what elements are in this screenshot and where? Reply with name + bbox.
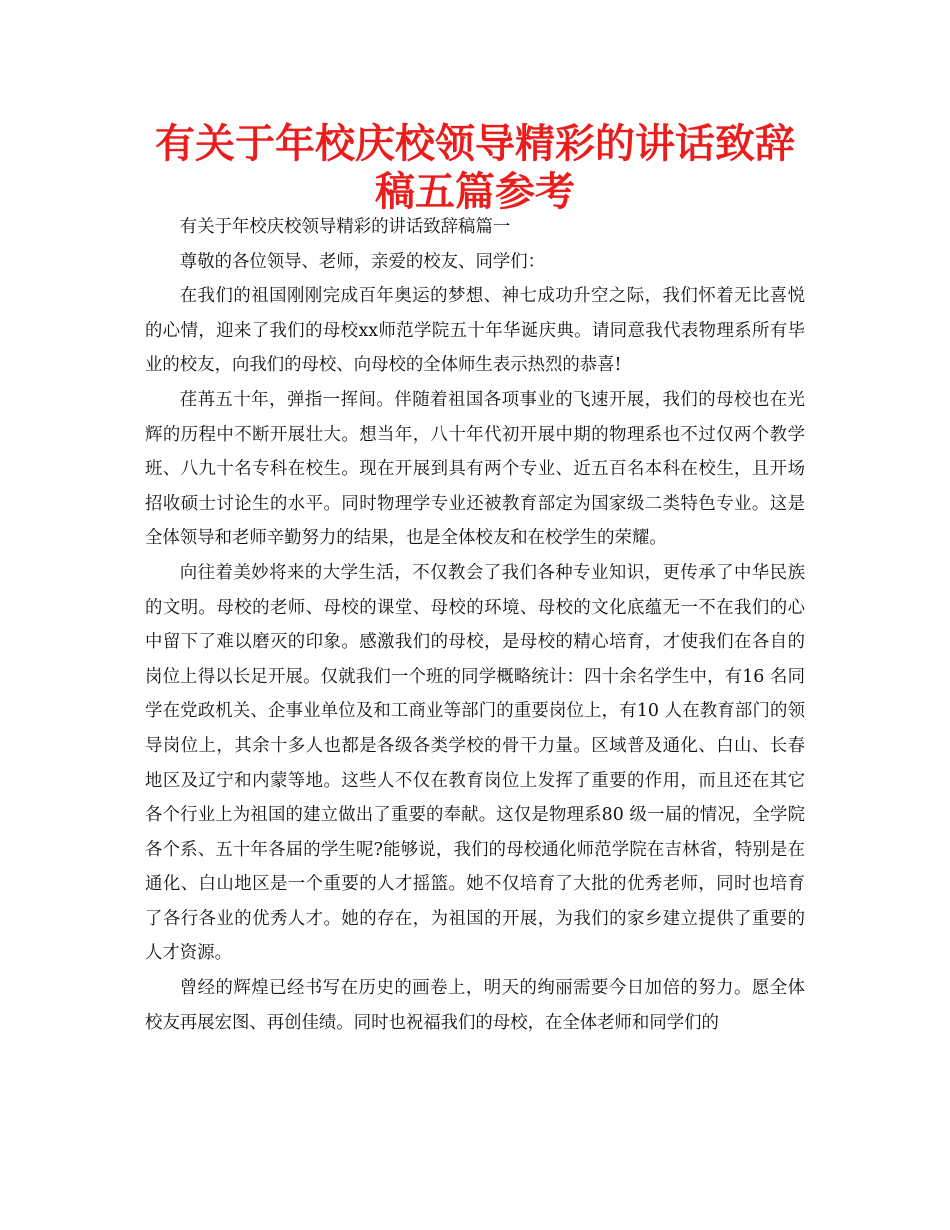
document-body — [145, 210, 805, 1040]
section-heading: 有关于年校庆校领导精彩的讲话致辞稿篇一 — [179, 217, 511, 237]
salutation-paragraph: 尊敬的各位领导、老师，亲爱的校友、同学们： — [179, 251, 546, 272]
document-title: 有关于年校庆校领导精彩的讲话致辞稿五篇参考 — [155, 121, 795, 215]
body-paragraph: 向往着美妙将来的大学生活，不仅教会了我们各种专业知识，更传承了中华民族的文明。母校的老师、母校的课堂、母校的环境、母校的文化底蕴无一不在我们的心中留下了难以磨灭的印象。感激我们的母校，是母校的精心培育，才使我们在各自的岗位上得以长足开展。仅就我们一个班的同学概略统计：四十余名学生中，有16 名同学在党政机关、企事业单位及和工商业等部门的重要岗位上，有10 人在教育部门的领导岗位上，其余十多人也都是各级各类学校的骨干力量。区域普及通化、白山、长春地区及辽宁和内蒙等地。这些人不仅在教育岗位上发挥了重要的作用，而且还在其它各个行业上为祖国的建立做出了重要的奉献。这仅是物理系80 级一届的情况，全学院各个系、五十年各届的学生呢?能够说，我们的母校通化师范学院在吉林省，特别是在通化、白山地区是一个重要的人才摇篮。她不仅培育了大批的优秀老师，同时也培育了各行各业的优秀人才。她的存在，为祖国的开展，为我们的家乡建立提供了重要的人才资源。 — [145, 562, 805, 964]
body-paragraph: 在我们的祖国刚刚完成百年奥运的梦想、神七成功升空之际，我们怀着无比喜悦的心情，迎来了我们的母校xx师范学院五十年华诞庆典。请同意我代表物理系所有毕业的校友，向我们的母校、向母校的全体师生表示热烈的恭喜! — [145, 286, 805, 376]
body-paragraph: 荏苒五十年，弹指一挥间。伴随着祖国各项事业的飞速开展，我们的母校也在光辉的历程中不断开展壮大。想当年，八十年代初开展中期的物理系也不过仅两个教学班、八九十名专科在校生。现在开展到具有两个专业、近五百名本科在校生，且开场招收硕士讨论生的水平。同时物理学专业还被教育部定为国家级二类特色专业。这是全体领导和老师辛勤努力的结果，也是全体校友和在校学生的荣耀。 — [145, 389, 805, 549]
body-paragraph: 曾经的辉煌已经书写在历史的画卷上，明天的绚丽需要今日加倍的努力。愿全体校友再展宏图、再创佳绩。同时也祝福我们的母校，在全体老师和同学们的 — [145, 978, 805, 1033]
